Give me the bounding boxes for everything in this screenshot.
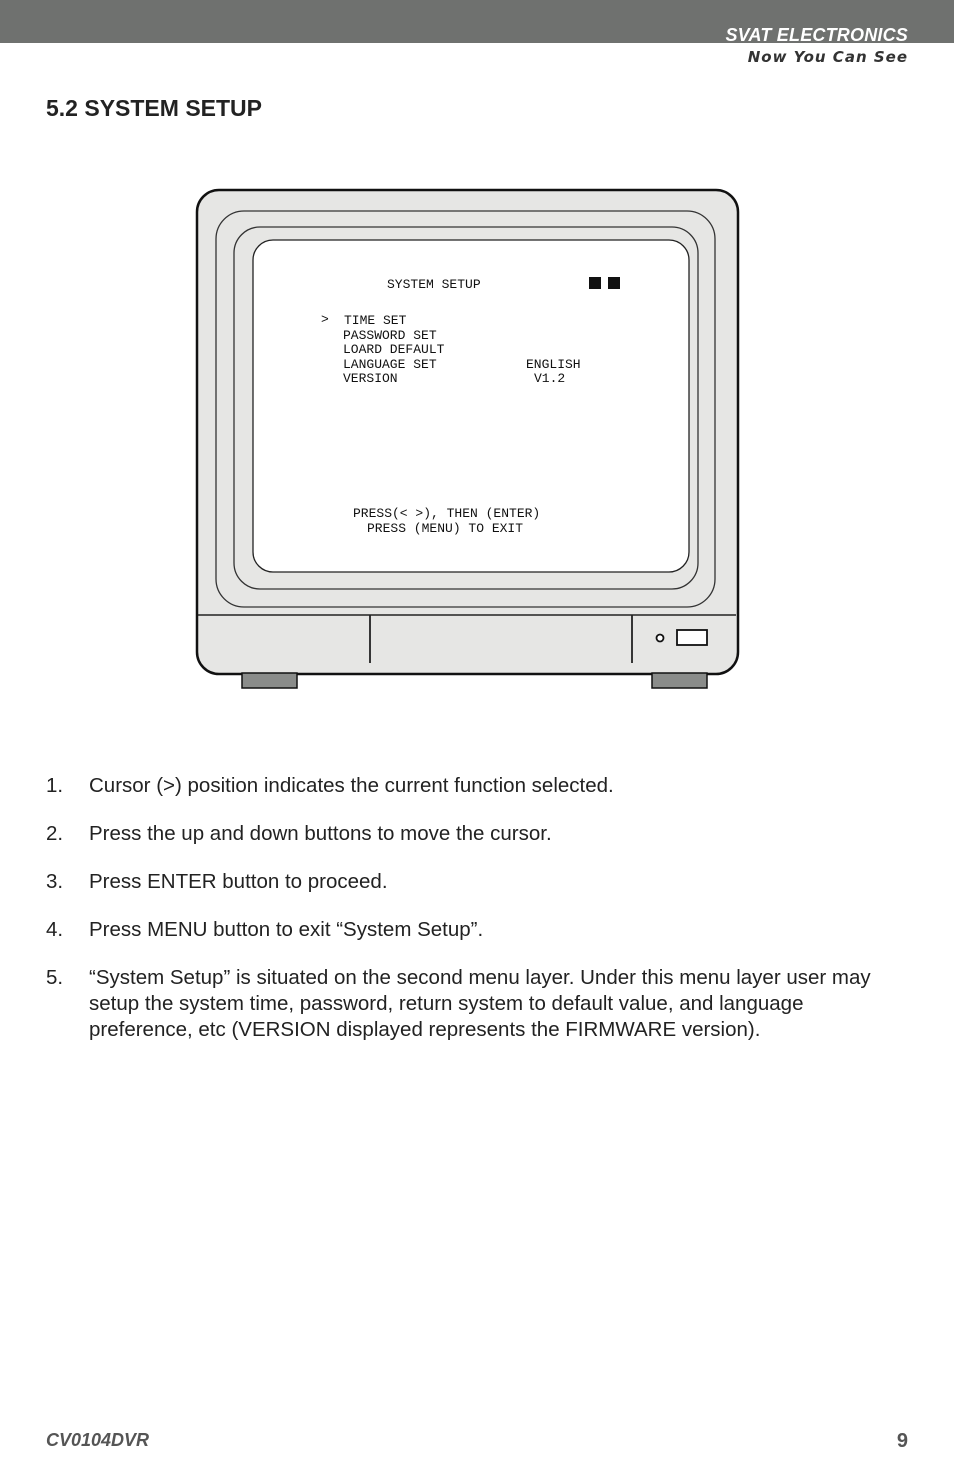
section-title: 5.2 SYSTEM SETUP (46, 95, 263, 121)
osd-menu-item-password-set: PASSWORD SET (343, 328, 437, 343)
list-item-text: “System Setup” is situated on the second menu layer. Under this menu layer user may setup the system time, password, return system to default value, and language preference, etc (VERSION displayed represents the FIRMWARE version). (89, 966, 871, 1041)
osd-indicator-icon (608, 277, 620, 289)
osd-language-value: ENGLISH (526, 357, 581, 372)
list-item-number: 2. (46, 822, 64, 845)
monitor-foot-right (652, 673, 707, 688)
list-item (46, 821, 906, 847)
instruction-list (46, 773, 906, 1065)
list-item (46, 917, 906, 943)
footer-model-number: CV0104DVR (46, 1430, 150, 1450)
list-item-text: Press ENTER button to proceed. (89, 870, 388, 893)
brand-tagline: Now You Can See (747, 48, 908, 66)
osd-menu-item-time-set: TIME SET (344, 313, 407, 328)
footer-page-number: 9 (896, 1430, 908, 1452)
osd-menu-item-default: LOARD DEFAULT (343, 342, 445, 357)
list-item-text: Cursor (>) position indicates the current function selected. (89, 774, 614, 797)
osd-hint-navigate: PRESS(< >), THEN (ENTER) (353, 506, 541, 521)
list-item (46, 869, 906, 895)
list-item-number: 4. (46, 918, 64, 941)
osd-screen (253, 240, 689, 572)
osd-cursor: > (321, 312, 329, 327)
list-item-number: 3. (46, 870, 64, 893)
brand-name: SVAT ELECTRONICS (725, 25, 908, 45)
list-item (46, 965, 906, 1043)
osd-indicator-icon (589, 277, 601, 289)
osd-version-value: V1.2 (534, 371, 566, 386)
list-item-text: Press the up and down buttons to move the cursor. (89, 822, 552, 845)
list-item-text: Press MENU button to exit “System Setup”. (89, 918, 484, 941)
monitor-foot-left (242, 673, 297, 688)
osd-hint-exit: PRESS (MENU) TO EXIT (367, 521, 524, 536)
list-item-number: 5. (46, 966, 64, 989)
list-item-number: 1. (46, 774, 64, 797)
power-button (677, 630, 707, 645)
osd-menu-item-version: VERSION (343, 371, 398, 386)
osd-title: SYSTEM SETUP (387, 277, 481, 292)
power-led-icon (657, 635, 664, 642)
list-item (46, 773, 906, 799)
osd-menu-item-language-set: LANGUAGE SET (343, 357, 437, 372)
